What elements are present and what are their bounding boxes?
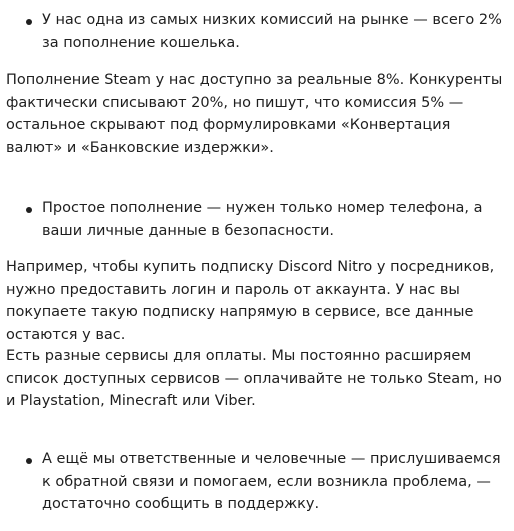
bullet-dot <box>26 458 32 464</box>
list-item-text: У нас одна из самых низких комиссий на рынке — всего 2% за пополнение кошелька. <box>42 12 502 51</box>
paragraph-text: Есть разные сервисы для оплаты. Мы постоянно расширяем список доступных сервисов — оплачивайте не только Steam, но и Playstation, Minecraft или Viber. <box>6 348 502 409</box>
bullet-dot <box>26 207 32 213</box>
list-item-text: А ещё мы ответственные и человечные — прислушиваемся к обратной связи и помогаем, если возникла проблема, — достаточно сообщить в поддержку. <box>42 451 501 512</box>
paragraph-steam-topup <box>6 69 506 159</box>
bullet-dot <box>26 19 32 25</box>
paragraph-discord-example <box>6 256 506 346</box>
paragraph-text: Например, чтобы купить подписку Discord Nitro у посредников, нужно предоставить логин и пароль от аккаунта. У нас вы покупаете такую подписку напрямую в сервисе, все данные остаются у вас. <box>6 259 495 343</box>
paragraph-text: Пополнение Steam у нас доступно за реальные 8%. Конкуренты фактически списывают 20%, но пишут, что комиссия 5% — остальное скрывают под формулировками «Конвертация валют» и «Банковские издержки». <box>6 72 503 156</box>
list-item-text: Простое пополнение — нужен только номер телефона, а ваши личные данные в безопасности. <box>42 200 483 239</box>
list-item-support <box>6 448 512 516</box>
list-item-low-commission <box>6 9 502 54</box>
paragraph-payment-services <box>6 345 506 413</box>
list-item-simple-topup <box>6 197 502 242</box>
